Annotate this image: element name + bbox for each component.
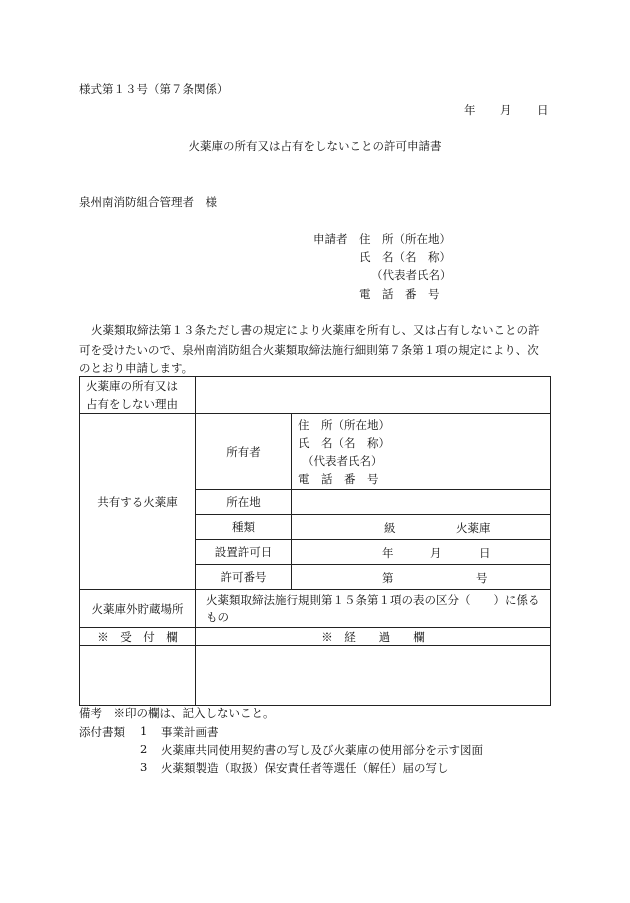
owner-rep-label: （代表者氏名） bbox=[302, 453, 383, 468]
outside-storage-label: 火薬庫外貯蔵場所 bbox=[80, 590, 196, 628]
applicant-address-label: 住 所（所在地） bbox=[359, 232, 451, 246]
attachment-3-number: 3 bbox=[140, 760, 148, 774]
progress-cell bbox=[196, 646, 551, 706]
reason-label-cell bbox=[80, 377, 196, 414]
type-magazine-label: 火薬庫 bbox=[456, 521, 491, 535]
attachments-label: 添付書類 bbox=[79, 725, 125, 739]
owner-phone-label: 電 話 番 号 bbox=[298, 471, 379, 486]
applicant-phone-label: 電 話 番 号 bbox=[359, 287, 440, 301]
type-grade-label: 級 bbox=[384, 521, 396, 535]
owner-label: 所有者 bbox=[196, 414, 292, 490]
permit-date-day-label: 日 bbox=[479, 546, 491, 560]
applicant-name-label: 氏 名（名 称） bbox=[359, 250, 451, 264]
body-text-line-1: 火薬類取締法第１３条ただし書の規定により火薬庫を所有し、又は占有しないことの許 bbox=[91, 323, 540, 337]
shared-magazine-label: 共有する火薬庫 bbox=[80, 414, 196, 590]
location-label: 所在地 bbox=[196, 490, 292, 515]
receipt-cell bbox=[80, 646, 196, 706]
owner-name-label: 氏 名（名 称） bbox=[298, 435, 390, 450]
permit-date-cell[interactable] bbox=[292, 540, 551, 565]
permit-date-month-label: 月 bbox=[430, 546, 442, 560]
owner-address-label: 住 所（所在地） bbox=[298, 417, 390, 432]
permit-date-year-label: 年 bbox=[382, 546, 394, 560]
attachment-1-number: 1 bbox=[140, 724, 148, 738]
document-title: 火薬庫の所有又は占有をしないことの許可申請書 bbox=[188, 139, 442, 153]
body-text-line-2: 可を受けたいので、泉州南消防組合火薬類取締法施行細則第７条第１項の規定により、次 bbox=[79, 343, 539, 357]
date-year-label: 年 bbox=[464, 103, 476, 117]
reason-label-line-1: 火薬庫の所有又は bbox=[86, 379, 178, 393]
permit-number-cell[interactable] bbox=[292, 565, 551, 590]
type-cell[interactable] bbox=[292, 515, 551, 540]
permit-number-prefix: 第 bbox=[382, 571, 394, 585]
attachment-2-number: 2 bbox=[140, 742, 148, 756]
reason-input[interactable] bbox=[196, 377, 551, 414]
remark: 備考 ※印の欄は、記入しないこと。 bbox=[79, 706, 275, 720]
attachment-3: 火薬類製造（取扱）保安責任者等選任（解任）届の写し bbox=[161, 761, 449, 775]
location-input[interactable] bbox=[292, 490, 551, 515]
progress-header: ※ 経 過 欄 bbox=[196, 628, 551, 646]
type-label: 種類 bbox=[196, 515, 292, 540]
body-text-line-3: のとおり申請します。 bbox=[79, 361, 194, 375]
owner-cell[interactable] bbox=[292, 414, 551, 490]
form-number: 様式第１３号（第７条関係） bbox=[79, 82, 229, 96]
date-day-label: 日 bbox=[537, 103, 549, 117]
applicant-rep-label: （代表者氏名） bbox=[371, 268, 452, 282]
reason-label-line-2: 占有をしない理由 bbox=[86, 397, 178, 411]
permit-number-suffix: 号 bbox=[476, 571, 488, 585]
applicant-label: 申請者 bbox=[313, 232, 348, 246]
attachment-1: 事業計画書 bbox=[161, 725, 219, 739]
permit-date-label: 設置許可日 bbox=[196, 540, 292, 565]
outside-storage-value[interactable]: 火薬類取締法施行規則第１５条第１項の表の区分（ ）に係るもの bbox=[196, 590, 551, 628]
receipt-header: ※ 受 付 欄 bbox=[80, 628, 196, 646]
application-table bbox=[79, 376, 551, 706]
date-month-label: 月 bbox=[500, 103, 512, 117]
addressee: 泉州南消防組合管理者 様 bbox=[79, 195, 217, 209]
attachment-2: 火薬庫共同使用契約書の写し及び火薬庫の使用部分を示す図面 bbox=[161, 743, 483, 757]
permit-number-label: 許可番号 bbox=[196, 565, 292, 590]
